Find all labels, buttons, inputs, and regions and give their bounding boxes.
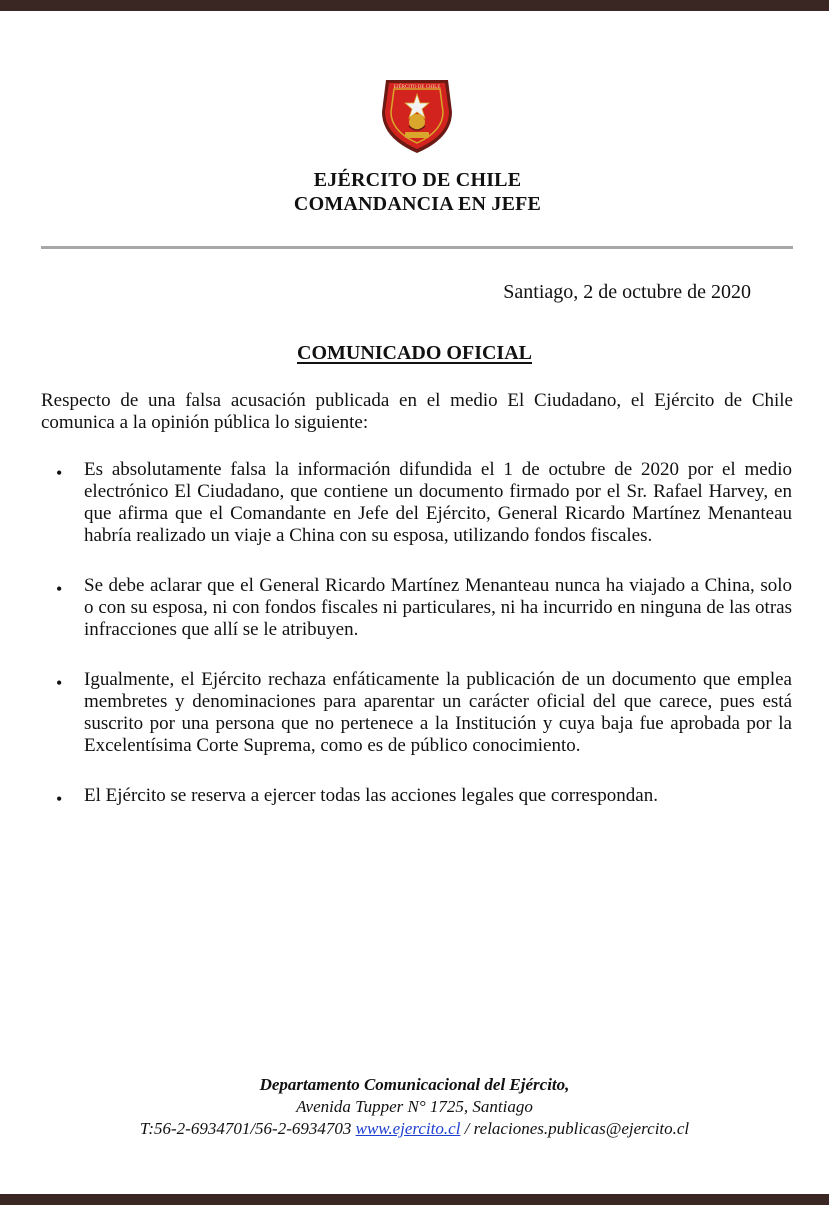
place-date: Santiago, 2 de octubre de 2020 bbox=[503, 281, 751, 303]
list-item-text: Igualmente, el Ejército rechaza enfáticamente la publicación de un documento que emplea membretes y denominaciones para aparentar un carácter oficial del que carece, pues está suscrito por una persona que no pertenece a la Institución y cuya baja fue aprobada por la Excelentísima Corte Suprema, como es de público conocimiento. bbox=[84, 669, 792, 756]
bullet-icon: • bbox=[56, 579, 63, 599]
statement-list bbox=[0, 459, 829, 835]
footer-separator: / bbox=[460, 1119, 474, 1138]
intro-paragraph: Respecto de una falsa acusación publicada en el medio El Ciudadano, el Ejército de Chile comunica a la opinión pública lo siguiente: bbox=[41, 390, 793, 433]
footer-phones: T:56-2-6934701/56-2-6934703 bbox=[139, 1119, 352, 1138]
website-link[interactable]: www.ejercito.cl bbox=[355, 1119, 461, 1138]
header-divider bbox=[41, 246, 793, 249]
list-item bbox=[0, 669, 829, 757]
list-item bbox=[0, 575, 829, 641]
org-name: EJÉRCITO DE CHILE bbox=[313, 169, 522, 191]
footer-contact bbox=[0, 1118, 829, 1140]
list-item-text: Es absolutamente falsa la información difundida el 1 de octubre de 2020 por el medio electrónico El Ciudadano, que contiene un documento firmado por el Sr. Rafael Harvey, en que afirma que el Comandante en Jefe del Ejército, General Ricardo Martínez Menanteau habría realizado un viaje a China con su esposa, utilizando fondos fiscales. bbox=[84, 459, 792, 546]
footer-email: relaciones.publicas@ejercito.cl bbox=[473, 1119, 690, 1138]
top-border-band bbox=[0, 0, 829, 11]
bullet-icon: • bbox=[56, 463, 63, 483]
bullet-icon: • bbox=[56, 673, 63, 693]
crest-text: EJÉRCITO DE CHILE bbox=[393, 85, 441, 90]
army-crest-icon bbox=[378, 76, 456, 156]
footer-address: Avenida Tupper N° 1725, Santiago bbox=[296, 1097, 533, 1116]
document-heading-text: COMUNICADO OFICIAL bbox=[297, 342, 532, 364]
org-division: COMANDANCIA EN JEFE bbox=[293, 193, 542, 215]
list-item-text: Se debe aclarar que el General Ricardo Martínez Menanteau nunca ha viajado a China, solo o con su esposa, ni con fondos fiscales ni particulares, ni ha incurrido en ninguna de las otras infracciones que allí se le atribuyen. bbox=[84, 575, 792, 640]
footer bbox=[0, 1074, 829, 1140]
bullet-icon: • bbox=[56, 789, 63, 809]
bottom-border-band bbox=[0, 1194, 829, 1205]
list-item bbox=[0, 785, 829, 807]
list-item-text: El Ejército se reserva a ejercer todas las acciones legales que correspondan. bbox=[84, 785, 658, 806]
list-item bbox=[0, 459, 829, 547]
footer-department: Departamento Comunicacional del Ejército, bbox=[259, 1075, 570, 1094]
document-heading bbox=[0, 341, 829, 365]
